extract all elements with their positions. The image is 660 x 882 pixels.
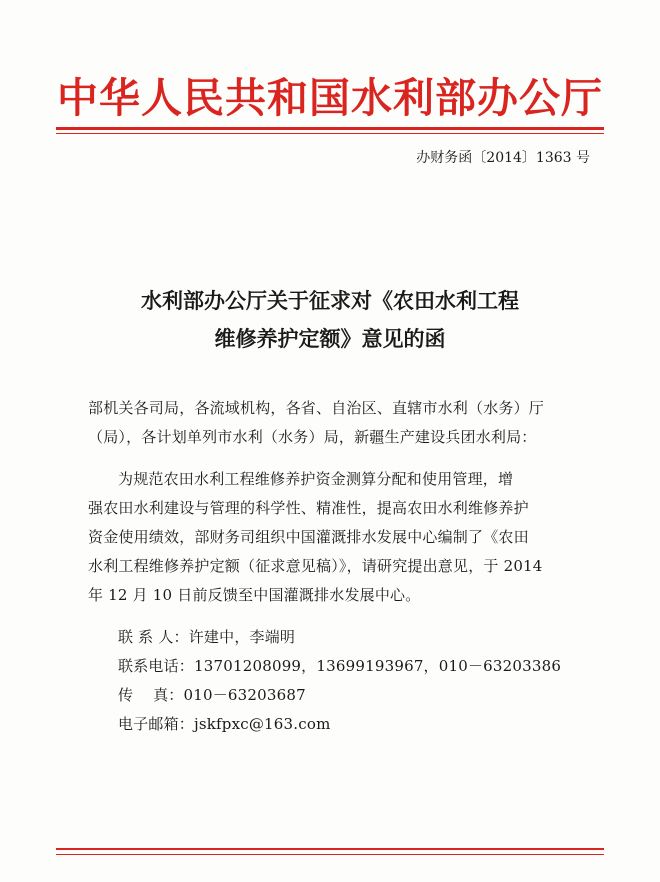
recipients-line-1: 部机关各司局，各流域机构，各省、自治区、直辖市水利（水务）厅 [88,399,545,417]
subject-line-2: 维修养护定额》意见的函 [214,326,446,351]
header-red-rule [56,127,604,130]
document-number: 办财务函〔2014〕1363 号 [416,150,590,166]
contact-email: 电子邮箱：jskfpxc@163.com [118,715,331,733]
contact-phone: 联系电话：13701208099，13699193967，010－63203386 [118,657,562,675]
contact-fax: 传 真：010－63203687 [118,686,306,704]
body-line-5: 年 12 月 10 日前反馈至中国灌溉排水发展中心。 [88,586,421,604]
subject-line-1: 水利部办公厅关于征求对《农田水利工程 [141,288,519,313]
body-line-1: 为规范农田水利工程维修养护资金测算分配和使用管理，增 [118,470,514,488]
body-line-3: 资金使用绩效，部财务司组织中国灌溉排水发展中心编制了《农田 [88,528,529,546]
body-line-2: 强农田水利建设与管理的科学性、精准性，提高农田水利维修养护 [88,499,529,517]
body-line-4: 水利工程维修养护定额（征求意见稿）》，请研究提出意见，于 2014 [88,557,543,575]
footer-red-rule-thin [56,854,604,855]
issuer-header: 中华人民共和国水利部办公厅 [57,74,603,122]
footer-red-rule [56,848,604,850]
contact-person: 联 系 人：许建中，李端明 [118,628,296,646]
recipients-line-2: （局），各计划单列市水利（水务）局，新疆生产建设兵团水利局： [88,428,537,446]
header-red-rule-thin [56,133,604,134]
